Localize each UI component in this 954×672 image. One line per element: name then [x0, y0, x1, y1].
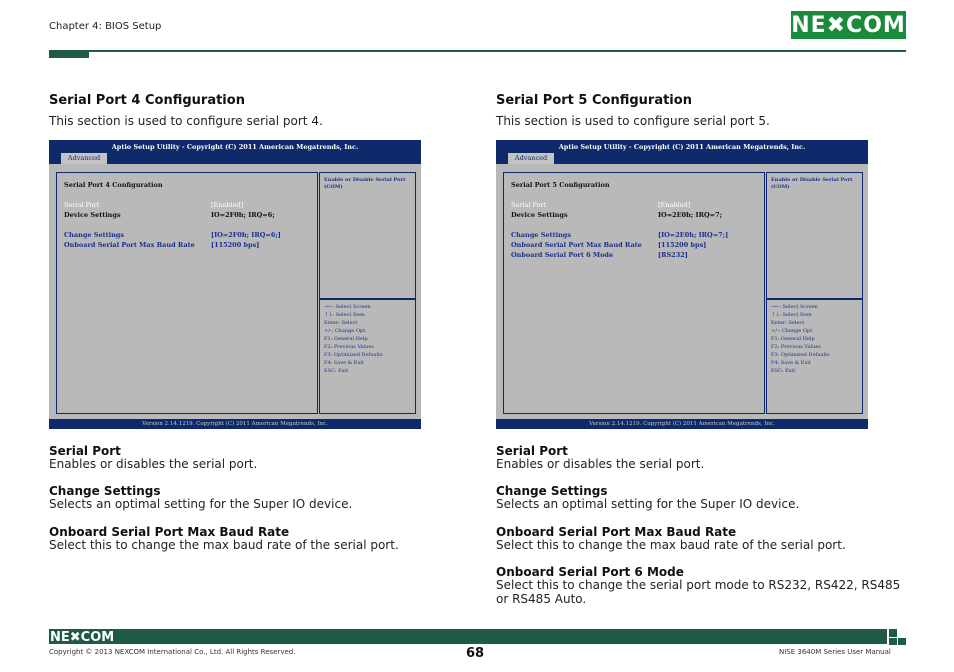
bios-key-hint: F3: Optimized Defaults	[324, 352, 383, 358]
bios-key-hint: F1: General Help	[771, 336, 815, 342]
header-tab-marker	[49, 50, 89, 58]
right-heading: Serial Port 5 Configuration	[496, 93, 692, 108]
bios-title: Aptio Setup Utility - Copyright (C) 2011 American Megatrends, Inc.	[111, 143, 359, 151]
bios-section-title: Serial Port 5 Configuration	[511, 181, 610, 189]
bios-key-hint: ESC: Exit	[771, 368, 796, 374]
footer-bar	[49, 629, 887, 644]
bios-row-label: Onboard Serial Port Max Baud Rate	[64, 241, 195, 249]
left-heading: Serial Port 4 Configuration	[49, 93, 245, 108]
bios-key-hint: Enter: Select	[324, 320, 358, 326]
desc-change-settings: Selects an optimal setting for the Super IO device.	[49, 497, 353, 511]
bios-help-text: Enable or Disable Serial Port (COM)	[771, 177, 853, 190]
bios-row-label: Change Settings	[511, 231, 572, 239]
left-intro: This section is used to configure serial port 4.	[49, 114, 323, 128]
bios-row-value: [IO=2E0h; IRQ=7;]	[658, 231, 729, 239]
bios-keys-panel	[319, 299, 416, 414]
bios-key-hint: F4: Save & Exit	[324, 360, 364, 366]
bios-key-hint: ↑↓: Select Item	[324, 312, 365, 318]
bios-key-hint: ESC: Exit	[324, 368, 349, 374]
desc-max-baud-rate: Select this to change the max baud rate of the serial port.	[496, 538, 846, 552]
bios-key-hint: F3: Optimized Defaults	[771, 352, 830, 358]
bios-row-label: Onboard Serial Port 6 Mode	[511, 251, 614, 259]
bios-main-panel	[503, 172, 765, 414]
bios-screenshot-port5	[496, 140, 868, 429]
bios-row-value: [Enabled]	[658, 201, 691, 209]
term-port6-mode: Onboard Serial Port 6 Mode	[496, 565, 684, 579]
bios-help-text: Enable or Disable Serial Port (COM)	[324, 177, 406, 190]
term-max-baud-rate: Onboard Serial Port Max Baud Rate	[49, 525, 290, 539]
term-max-baud-rate: Onboard Serial Port Max Baud Rate	[496, 525, 737, 539]
bios-footer: Version 2.14.1219. Copyright (C) 2011 American Megatrends, Inc.	[49, 419, 421, 429]
bios-tab-advanced: Advanced	[61, 153, 107, 164]
manual-title: NISE 3640M Series User Manual	[779, 648, 891, 656]
bios-footer: Version 2.14.1219. Copyright (C) 2011 American Megatrends, Inc.	[496, 419, 868, 429]
term-change-settings: Change Settings	[49, 484, 161, 498]
bios-row-label: Serial Port	[511, 201, 547, 209]
desc-max-baud-rate: Select this to change the max baud rate of the serial port.	[49, 538, 399, 552]
bios-key-hint: F1: General Help	[324, 336, 368, 342]
bios-keys-panel	[766, 299, 863, 414]
bios-screenshot-port4	[49, 140, 421, 429]
bios-help-panel	[319, 172, 416, 299]
footer-square	[898, 638, 906, 645]
term-change-settings: Change Settings	[496, 484, 608, 498]
bios-row-value: IO=2E0h; IRQ=7;	[658, 211, 723, 219]
bios-row-value: [RS232]	[658, 251, 688, 259]
bios-row-label: Device Settings	[64, 211, 121, 219]
bios-help-panel	[766, 172, 863, 299]
desc-serial-port: Enables or disables the serial port.	[49, 457, 258, 471]
bios-row-value: [IO=2F0h; IRQ=6;]	[211, 231, 281, 239]
bios-section-title: Serial Port 4 Configuration	[64, 181, 163, 189]
bios-key-hint: F2: Previous Values	[324, 344, 374, 350]
bios-key-hint: +/-: Change Opt.	[771, 328, 814, 334]
desc-serial-port: Enables or disables the serial port.	[496, 457, 705, 471]
term-serial-port: Serial Port	[49, 444, 121, 458]
right-intro: This section is used to configure serial port 5.	[496, 114, 770, 128]
term-serial-port: Serial Port	[496, 444, 568, 458]
bios-row-value: [115200 bps]	[211, 241, 260, 249]
bios-key-hint: F2: Previous Values	[771, 344, 821, 350]
bios-key-hint: F4: Save & Exit	[771, 360, 811, 366]
bios-row-value: [Enabled]	[211, 201, 244, 209]
header-rule	[49, 50, 906, 52]
footer-copyright: Copyright © 2013 NEXCOM International Co., Ltd. All Rights Reserved.	[49, 648, 296, 656]
bios-key-hint: →←: Select Screen	[324, 304, 371, 310]
footer-logo: NE✖COM	[50, 630, 115, 645]
nexcom-logo: NE✖COM	[791, 12, 906, 38]
page-number: 68	[466, 646, 485, 661]
bios-key-hint: Enter: Select	[771, 320, 805, 326]
bios-row-label: Device Settings	[511, 211, 568, 219]
bios-row-value: [115200 bps]	[658, 241, 707, 249]
bios-title: Aptio Setup Utility - Copyright (C) 2011 American Megatrends, Inc.	[558, 143, 806, 151]
desc-port6-mode: Select this to change the serial port mode to RS232, RS422, RS485 or RS485 Auto.	[496, 578, 901, 606]
bios-row-label: Onboard Serial Port Max Baud Rate	[511, 241, 642, 249]
footer-square	[889, 629, 897, 637]
bios-row-label: Change Settings	[64, 231, 125, 239]
bios-main-panel	[56, 172, 318, 414]
bios-key-hint: ↑↓: Select Item	[771, 312, 812, 318]
chapter-title: Chapter 4: BIOS Setup	[49, 21, 162, 32]
bios-key-hint: +/-: Change Opt.	[324, 328, 367, 334]
footer-square	[889, 638, 897, 645]
bios-row-label: Serial Port	[64, 201, 100, 209]
bios-tab-advanced: Advanced	[508, 153, 554, 164]
bios-row-value: IO=2F0h; IRQ=6;	[211, 211, 275, 219]
desc-change-settings: Selects an optimal setting for the Super IO device.	[496, 497, 800, 511]
bios-key-hint: →←: Select Screen	[771, 304, 818, 310]
